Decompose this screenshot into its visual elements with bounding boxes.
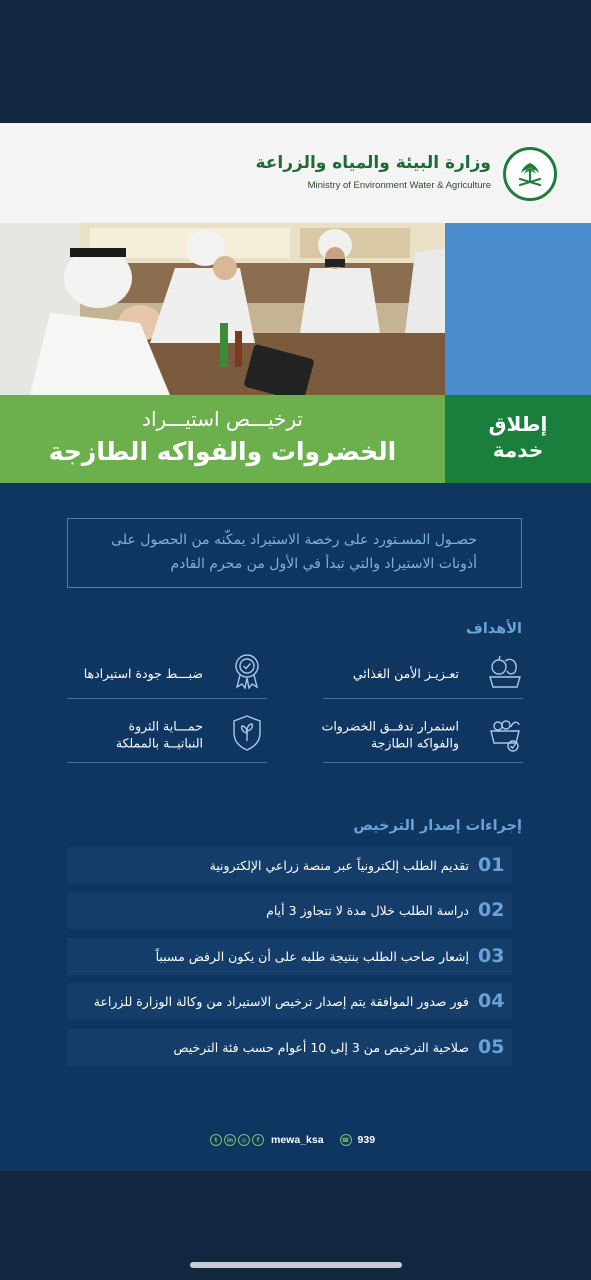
intro-text: حصـول المسـتورد على رخصة الاستيراد يمكّنه من الحصول على أذونات الاستيراد والتي تبدأ في الأول من محرم القادم <box>111 532 477 572</box>
procedure-text: فور صدور الموافقة يتم إصدار ترخيص الاستيراد من وكالة الوزارة للزراعة <box>93 994 469 1009</box>
goal-label: تعـزيـز الأمن الغذائي <box>352 665 459 681</box>
ministry-header <box>0 123 591 223</box>
home-indicator[interactable] <box>190 1262 402 1268</box>
procedure-text: صلاحية الترخيص من 3 إلى 10 أعوام حسب فئة الترخيص <box>173 1040 469 1055</box>
service-launch-badge <box>445 395 591 483</box>
phone-icon: ☎ <box>340 1134 352 1146</box>
produce-flow-icon <box>487 713 523 753</box>
procedure-number: 02 <box>478 899 505 921</box>
goal-label-line-2: والفواكه الطازجة <box>370 735 459 751</box>
procedure-number: 04 <box>478 990 505 1012</box>
twitter-icon[interactable]: t <box>210 1134 222 1146</box>
announcement-card <box>0 123 591 1171</box>
goal-label-line-1: حمـــاية الثروة <box>128 718 203 734</box>
procedure-number: 05 <box>478 1036 505 1058</box>
goal-label-multiline <box>116 717 203 751</box>
procedure-number: 03 <box>478 945 505 967</box>
title-fresh-produce: الخضروات والفواكه الطازجة <box>48 437 397 466</box>
goal-label-line-1: استمرار تدفــق الخضروات <box>321 718 459 734</box>
social-footer <box>210 1131 375 1149</box>
goal-label-multiline <box>322 717 459 751</box>
facebook-icon[interactable]: f <box>252 1134 264 1146</box>
service-title-bar <box>0 395 445 483</box>
goal-item <box>323 713 523 763</box>
blue-accent-block <box>445 223 591 395</box>
procedure-row <box>67 983 512 1020</box>
procedure-text: دراسة الطلب خلال مدة لا تتجاوز 3 أيام <box>266 903 469 918</box>
title-import-license: ترخيـــص استيـــراد <box>142 407 303 431</box>
quality-badge-icon <box>229 651 265 691</box>
plant-shield-icon <box>229 713 265 753</box>
food-basket-icon <box>487 651 523 691</box>
linkedin-icon[interactable]: in <box>224 1134 236 1146</box>
ministry-name-english: Ministry of Environment Water & Agriculture <box>307 180 491 191</box>
procedure-text: إشعار صاحب الطلب بنتيجة طلبه على أن يكون الرفض مسبباً <box>155 949 469 964</box>
palm-swords-emblem-icon <box>503 147 557 201</box>
launch-line-1: إطلاق <box>488 412 548 436</box>
procedures-title: إجراءات إصدار الترخيص <box>353 818 522 834</box>
procedure-row <box>67 1029 512 1066</box>
instagram-icon[interactable]: ◎ <box>238 1134 250 1146</box>
goal-item <box>67 651 267 699</box>
meeting-photo <box>0 223 445 395</box>
launch-line-2: خدمة <box>492 438 544 462</box>
ministry-name-arabic: وزارة البيئة والمياه والزراعة <box>255 153 491 173</box>
intro-text-box <box>67 518 522 588</box>
goals-title: الأهداف <box>465 621 522 637</box>
top-dark-band <box>0 0 591 123</box>
procedure-number: 01 <box>478 854 505 876</box>
goal-label: ضبـــط جودة استيرادها <box>83 665 203 681</box>
procedure-text: تقديم الطلب إلكترونياً عبر منصة زراعي الإلكترونية <box>209 858 469 873</box>
social-handle[interactable]: mewa_ksa <box>271 1134 324 1146</box>
goal-item <box>323 651 523 699</box>
procedure-row <box>67 847 512 884</box>
procedure-row <box>67 938 512 975</box>
goal-label-line-2: النباتيــة بالمملكة <box>115 735 203 751</box>
goal-item <box>67 713 267 763</box>
procedure-row <box>67 892 512 929</box>
phone-number[interactable]: 939 <box>357 1134 376 1146</box>
